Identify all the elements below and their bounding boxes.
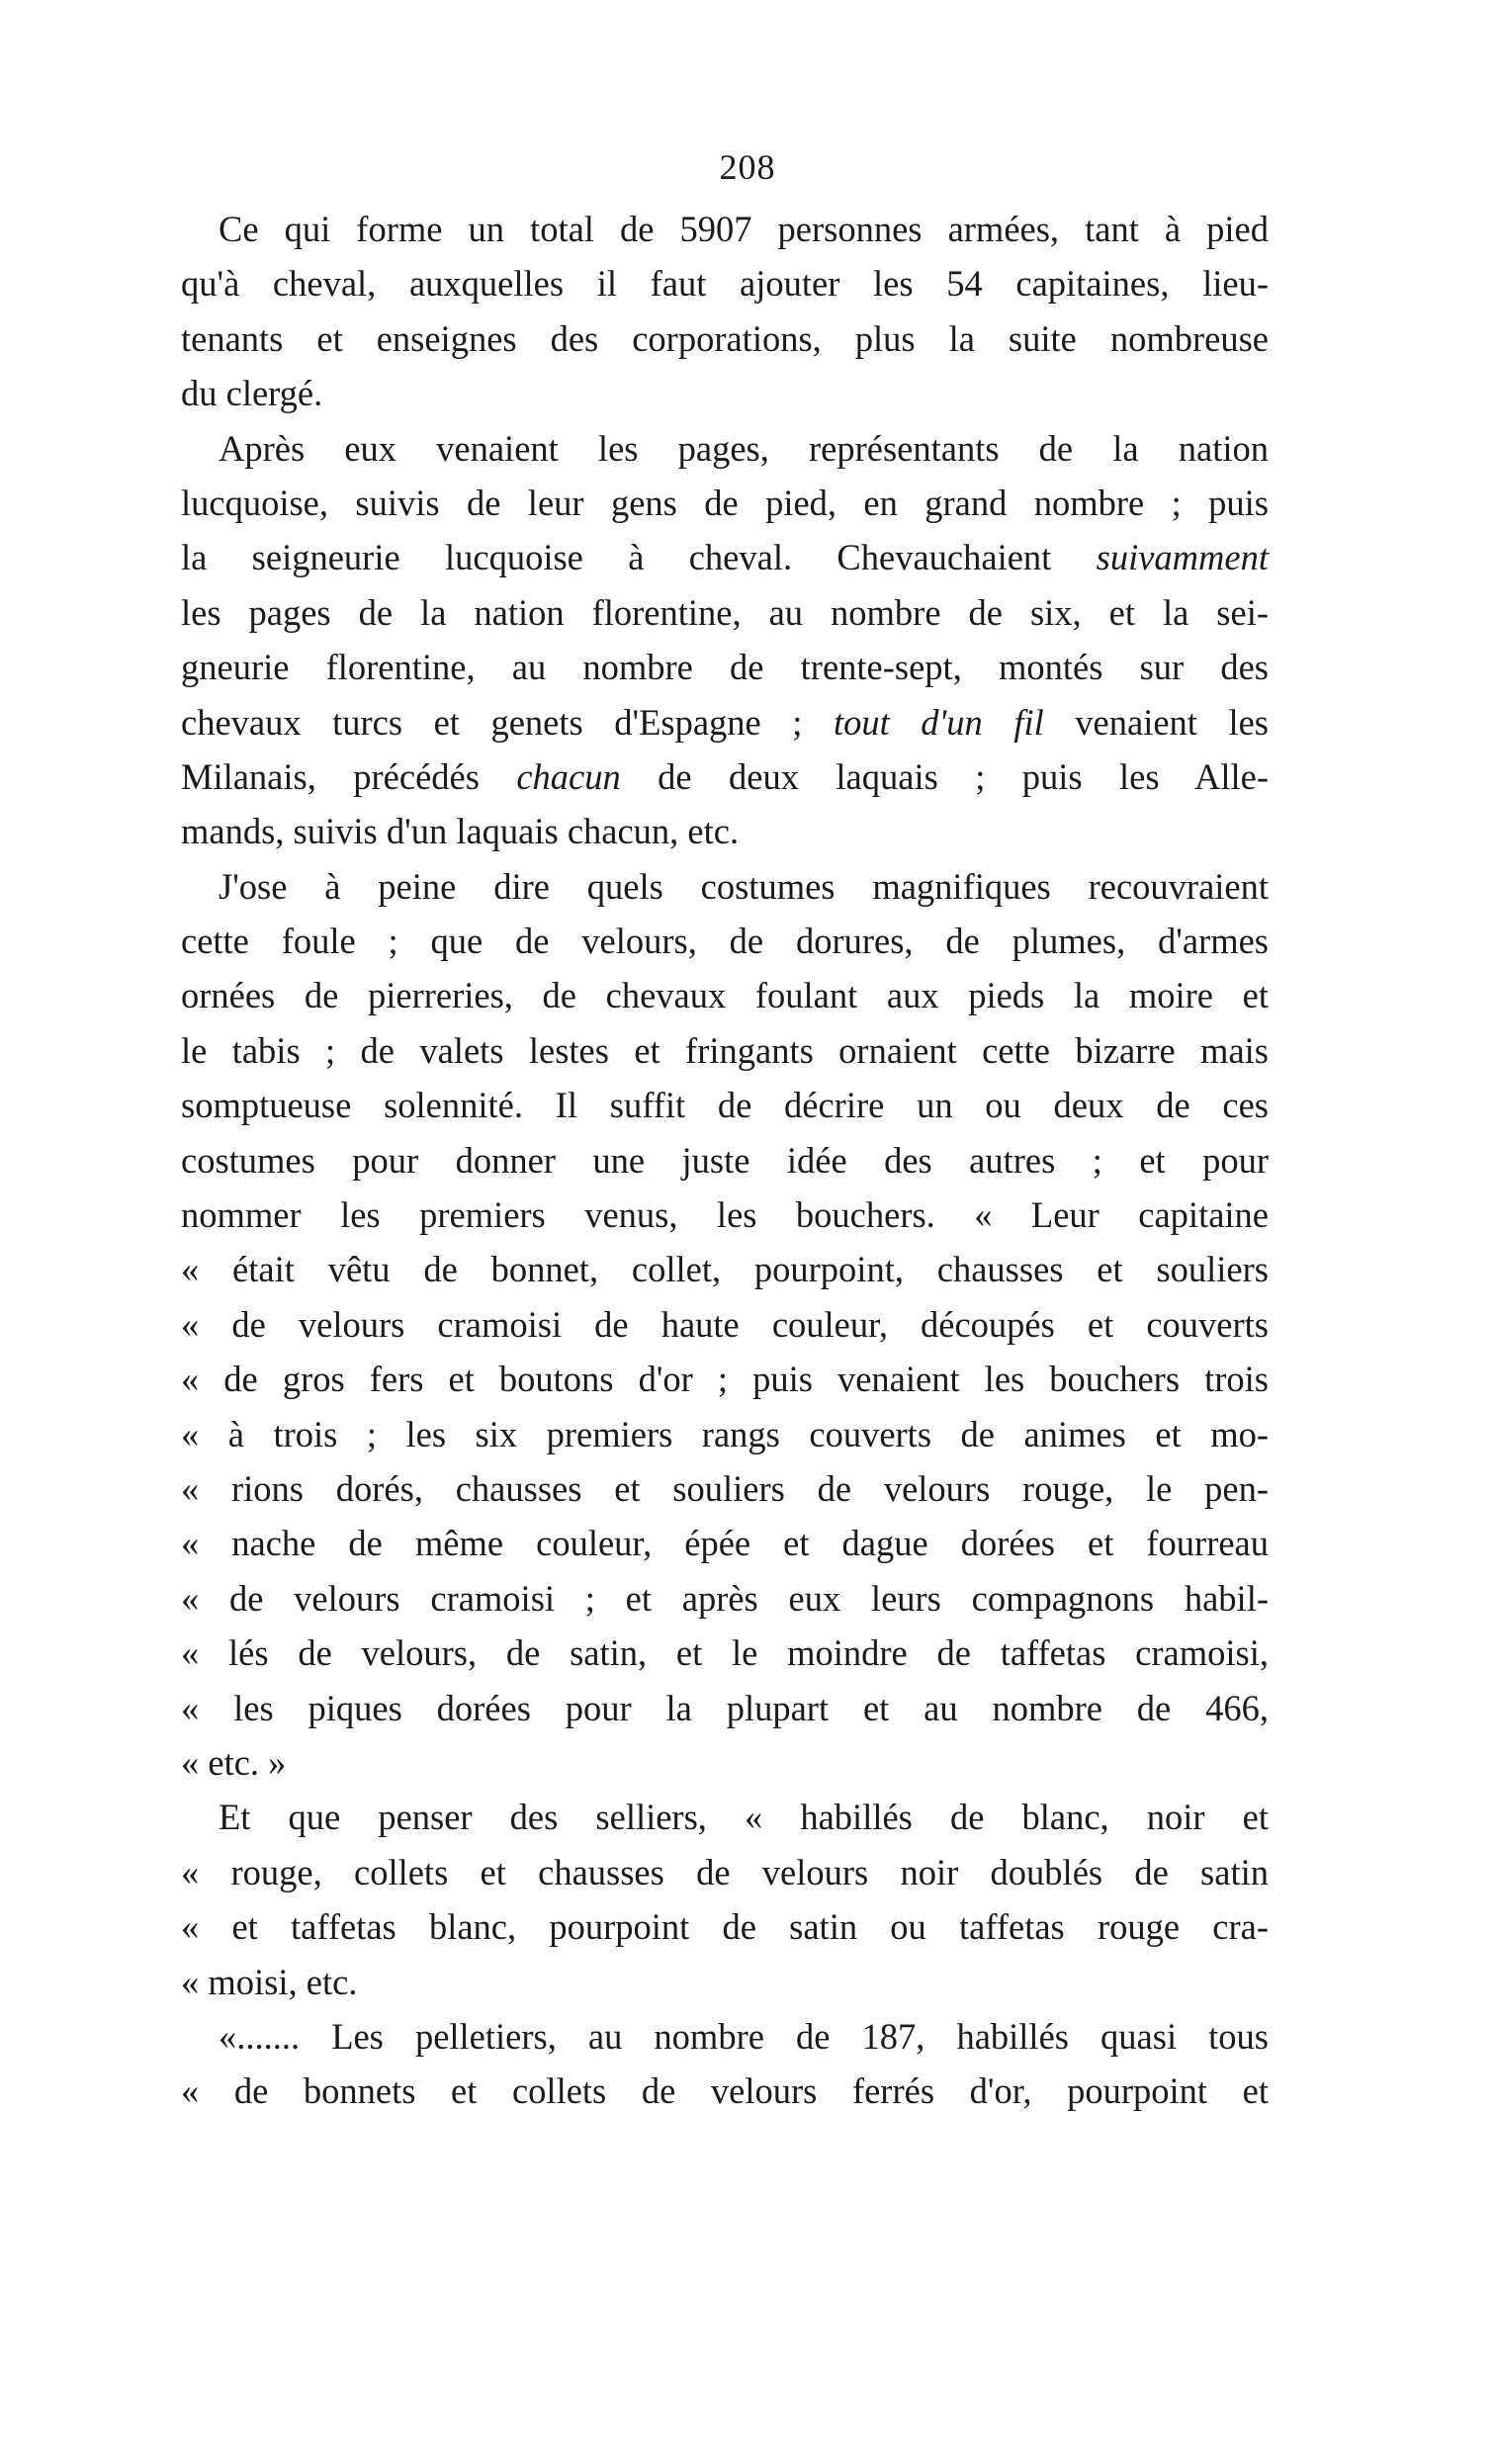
text-line: chevaux turcs et genets d'Espagne ; tout d'un fil venaient les [181, 701, 1270, 743]
text-line: « rouge, collets et chausses de velours noir doublés de satin [181, 1851, 1269, 1892]
text-line: les pages de la nation florentine, au nombre de six, et la sei- [181, 591, 1269, 633]
text-line: « de velours cramoisi de haute couleur, découpés et couverts [181, 1303, 1269, 1345]
text-line: « était vêtu de bonnet, collet, pourpoint, chausses et souliers [181, 1249, 1269, 1290]
text-line: J'ose à peine dire quels costumes magnifiques recouvraient [219, 865, 1269, 907]
text-line: « etc. » [181, 1741, 287, 1783]
text-line: la seigneurie lucquoise à cheval. Chevauchaient suivamment [181, 537, 1269, 578]
text-line: Milanais, précédés chacun de deux laquais ; puis les Alle- [181, 755, 1269, 797]
text-line: « nache de même couleur, épée et dague dorées et fourreau [181, 1523, 1269, 1564]
text-line: « à trois ; les six premiers rangs couverts de animes et mo- [181, 1413, 1269, 1454]
text-line: «....... Les pelletiers, au nombre de 187, habillés quasi tous [219, 2015, 1269, 2057]
text-line: « de velours cramoisi ; et après eux leurs compagnons habil- [181, 1577, 1269, 1619]
text-line: cette foule ; que de velours, de dorures, de plumes, d'armes [181, 921, 1269, 962]
text-line: lucquoise, suivis de leur gens de pied, en grand nombre ; puis [181, 482, 1269, 523]
text-line: « de bonnets et collets de velours ferrés d'or, pourpoint et [181, 2070, 1269, 2112]
text-line: Ce qui forme un total de 5907 personnes armées, tant à pied [219, 209, 1269, 249]
text-line: ornées de pierreries, de chevaux foulant aux pieds la moire et [181, 975, 1269, 1016]
text-line: Après eux venaient les pages, représentants de la nation [219, 427, 1269, 469]
text-line: gneurie florentine, au nombre de trente-sept, montés sur des [181, 647, 1269, 688]
text-line: somptueuse solennité. Il suffit de décrire un ou deux de ces [181, 1085, 1269, 1126]
text-line: du clergé. [181, 373, 323, 414]
text-line: Et que penser des selliers, « habillés de blanc, noir et [219, 1797, 1269, 1838]
text-line: « rions dorés, chausses et souliers de velours rouge, le pen- [181, 1467, 1269, 1509]
text-line: mands, suivis d'un laquais chacun, etc. [181, 811, 740, 852]
text-line: qu'à cheval, auxquelles il faut ajouter les 54 capitaines, lieu- [181, 263, 1269, 305]
text-line: « de gros fers et boutons d'or ; puis venaient les bouchers trois [181, 1359, 1269, 1400]
text-line: tenants et enseignes des corporations, plus la suite nombreuse [181, 317, 1269, 359]
text-line: « moisi, etc. [181, 1961, 358, 2002]
text-line: « et taffetas blanc, pourpoint de satin ou taffetas rouge cra- [181, 1906, 1269, 1948]
text-line: le tabis ; de valets lestes et fringants ornaient cette bizarre mais [181, 1029, 1269, 1071]
text-line: nommer les premiers venus, les bouchers. « Leur capitaine [181, 1194, 1269, 1236]
text-line: « les piques dorées pour la plupart et au nombre de 466, [181, 1687, 1269, 1728]
text-line: « lés de velours, de satin, et le moindre de taffetas cramoisi, [181, 1632, 1269, 1674]
page-number: 208 [719, 147, 776, 187]
body-text [181, 202, 1269, 2119]
text-line: costumes pour donner une juste idée des autres ; et pour [181, 1139, 1269, 1181]
